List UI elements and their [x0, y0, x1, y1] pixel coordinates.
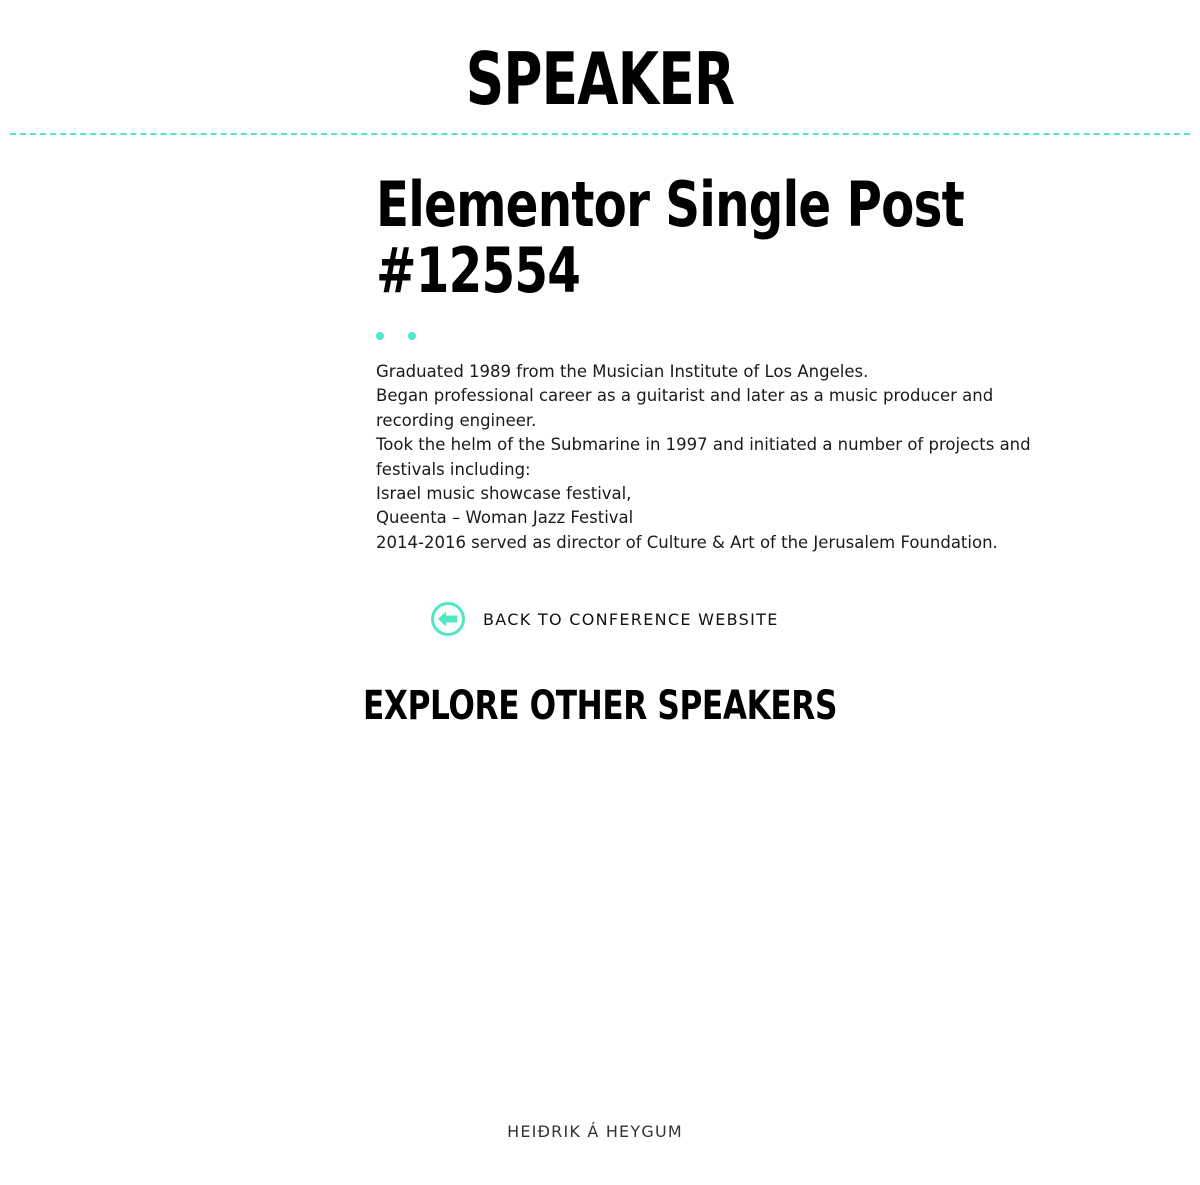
speaker-bio — [376, 360, 1056, 555]
back-link-label: BACK TO CONFERENCE WEBSITE — [483, 609, 779, 629]
arrow-left-circle-icon — [430, 601, 466, 637]
bio-line: Began professional career as a guitarist and later as a music producer and recording engineer. — [376, 386, 994, 430]
header-divider — [10, 133, 1190, 135]
bio-line: Took the helm of the Submarine in 1997 and initiated a number of projects and festivals including: — [376, 435, 1031, 479]
dot-icon — [408, 332, 416, 340]
bio-line: Graduated 1989 from the Musician Institute of Los Angeles. — [376, 362, 869, 381]
explore-speakers-heading: EXPLORE OTHER SPEAKERS — [362, 683, 838, 729]
back-to-conference-link[interactable] — [430, 600, 779, 638]
bio-line: Israel music showcase festival, — [376, 484, 632, 504]
decorative-dots — [376, 332, 436, 342]
speaker-link[interactable]: HEIÐRIK Á HEYGUM — [507, 1122, 683, 1141]
post-title: Elementor Single Post #12554 — [376, 168, 964, 307]
page-title: SPEAKER — [465, 37, 735, 121]
bio-line: 2014-2016 served as director of Culture & Art of the Jerusalem Foundation. — [376, 532, 998, 552]
bio-line: Queenta – Woman Jazz Festival — [376, 508, 634, 528]
dot-icon — [376, 332, 384, 340]
